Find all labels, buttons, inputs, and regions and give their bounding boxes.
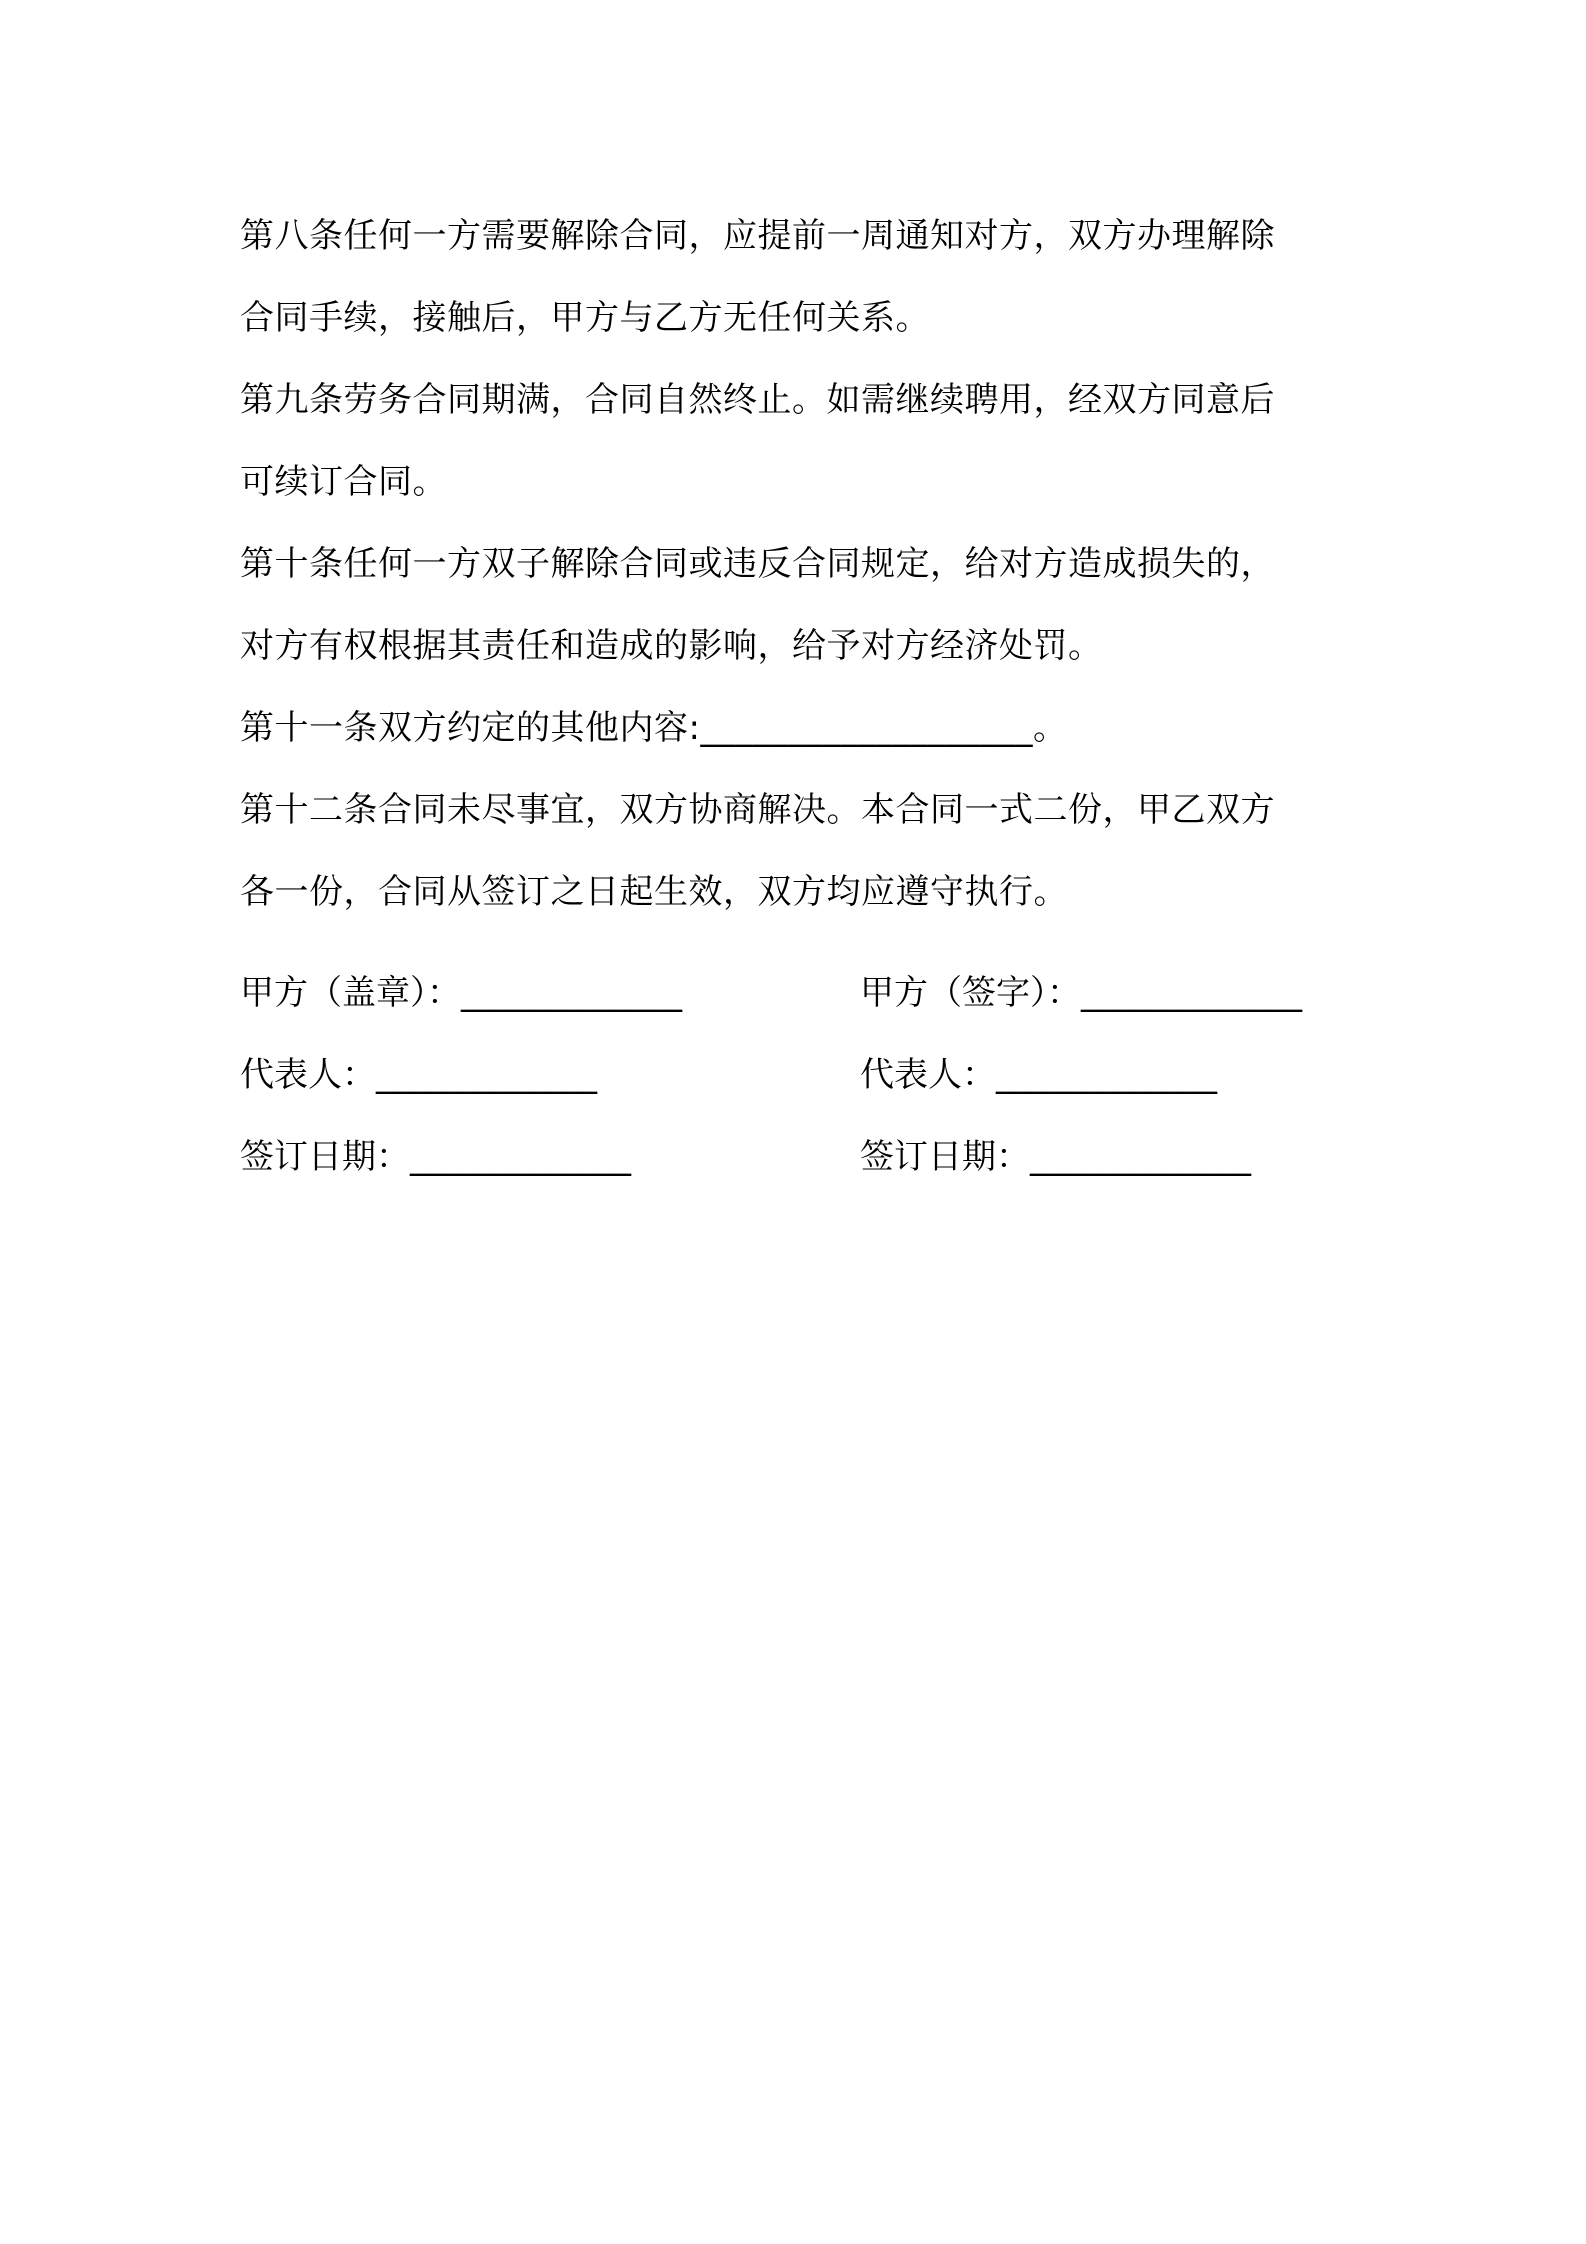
clause-line: 可续订合同。 xyxy=(240,462,447,502)
signature-row xyxy=(240,1112,1360,1194)
party-a-signature-field: 甲方（签字）：_____________ xyxy=(860,972,1302,1013)
clause-line: 第十二条合同未尽事宜，双方协商解决。本合同一式二份，甲乙双方 xyxy=(240,790,1275,830)
signature-row xyxy=(240,1030,1360,1112)
clause-line: 各一份，合同从签订之日起生效，双方均应遵守执行。 xyxy=(240,872,1068,912)
signing-date-field-right: 签订日期：_____________ xyxy=(860,1136,1251,1177)
signature-block xyxy=(240,948,1360,1194)
signing-date-field-left: 签订日期：_____________ xyxy=(240,1136,631,1177)
clause-line: 第十条任何一方双子解除合同或违反合同规定，给对方造成损失的， xyxy=(240,544,1275,584)
clause-line: 第八条任何一方需要解除合同，应提前一周通知对方，双方办理解除 xyxy=(240,216,1275,256)
representative-field-left: 代表人：_____________ xyxy=(240,1054,597,1095)
representative-field-right: 代表人：_____________ xyxy=(860,1054,1217,1095)
clause-line: 第十一条双方约定的其他内容:___________________。 xyxy=(240,708,1068,748)
clause-line: 第九条劳务合同期满，合同自然终止。如需继续聘用，经双方同意后 xyxy=(240,380,1275,420)
clause-line: 对方有权根据其责任和造成的影响，给予对方经济处罚。 xyxy=(240,626,1103,666)
clause-line: 合同手续，接触后，甲方与乙方无任何关系。 xyxy=(240,298,930,338)
contract-clauses xyxy=(240,195,1360,933)
party-a-seal-field: 甲方（盖章）：_____________ xyxy=(240,972,682,1013)
signature-row xyxy=(240,948,1360,1030)
